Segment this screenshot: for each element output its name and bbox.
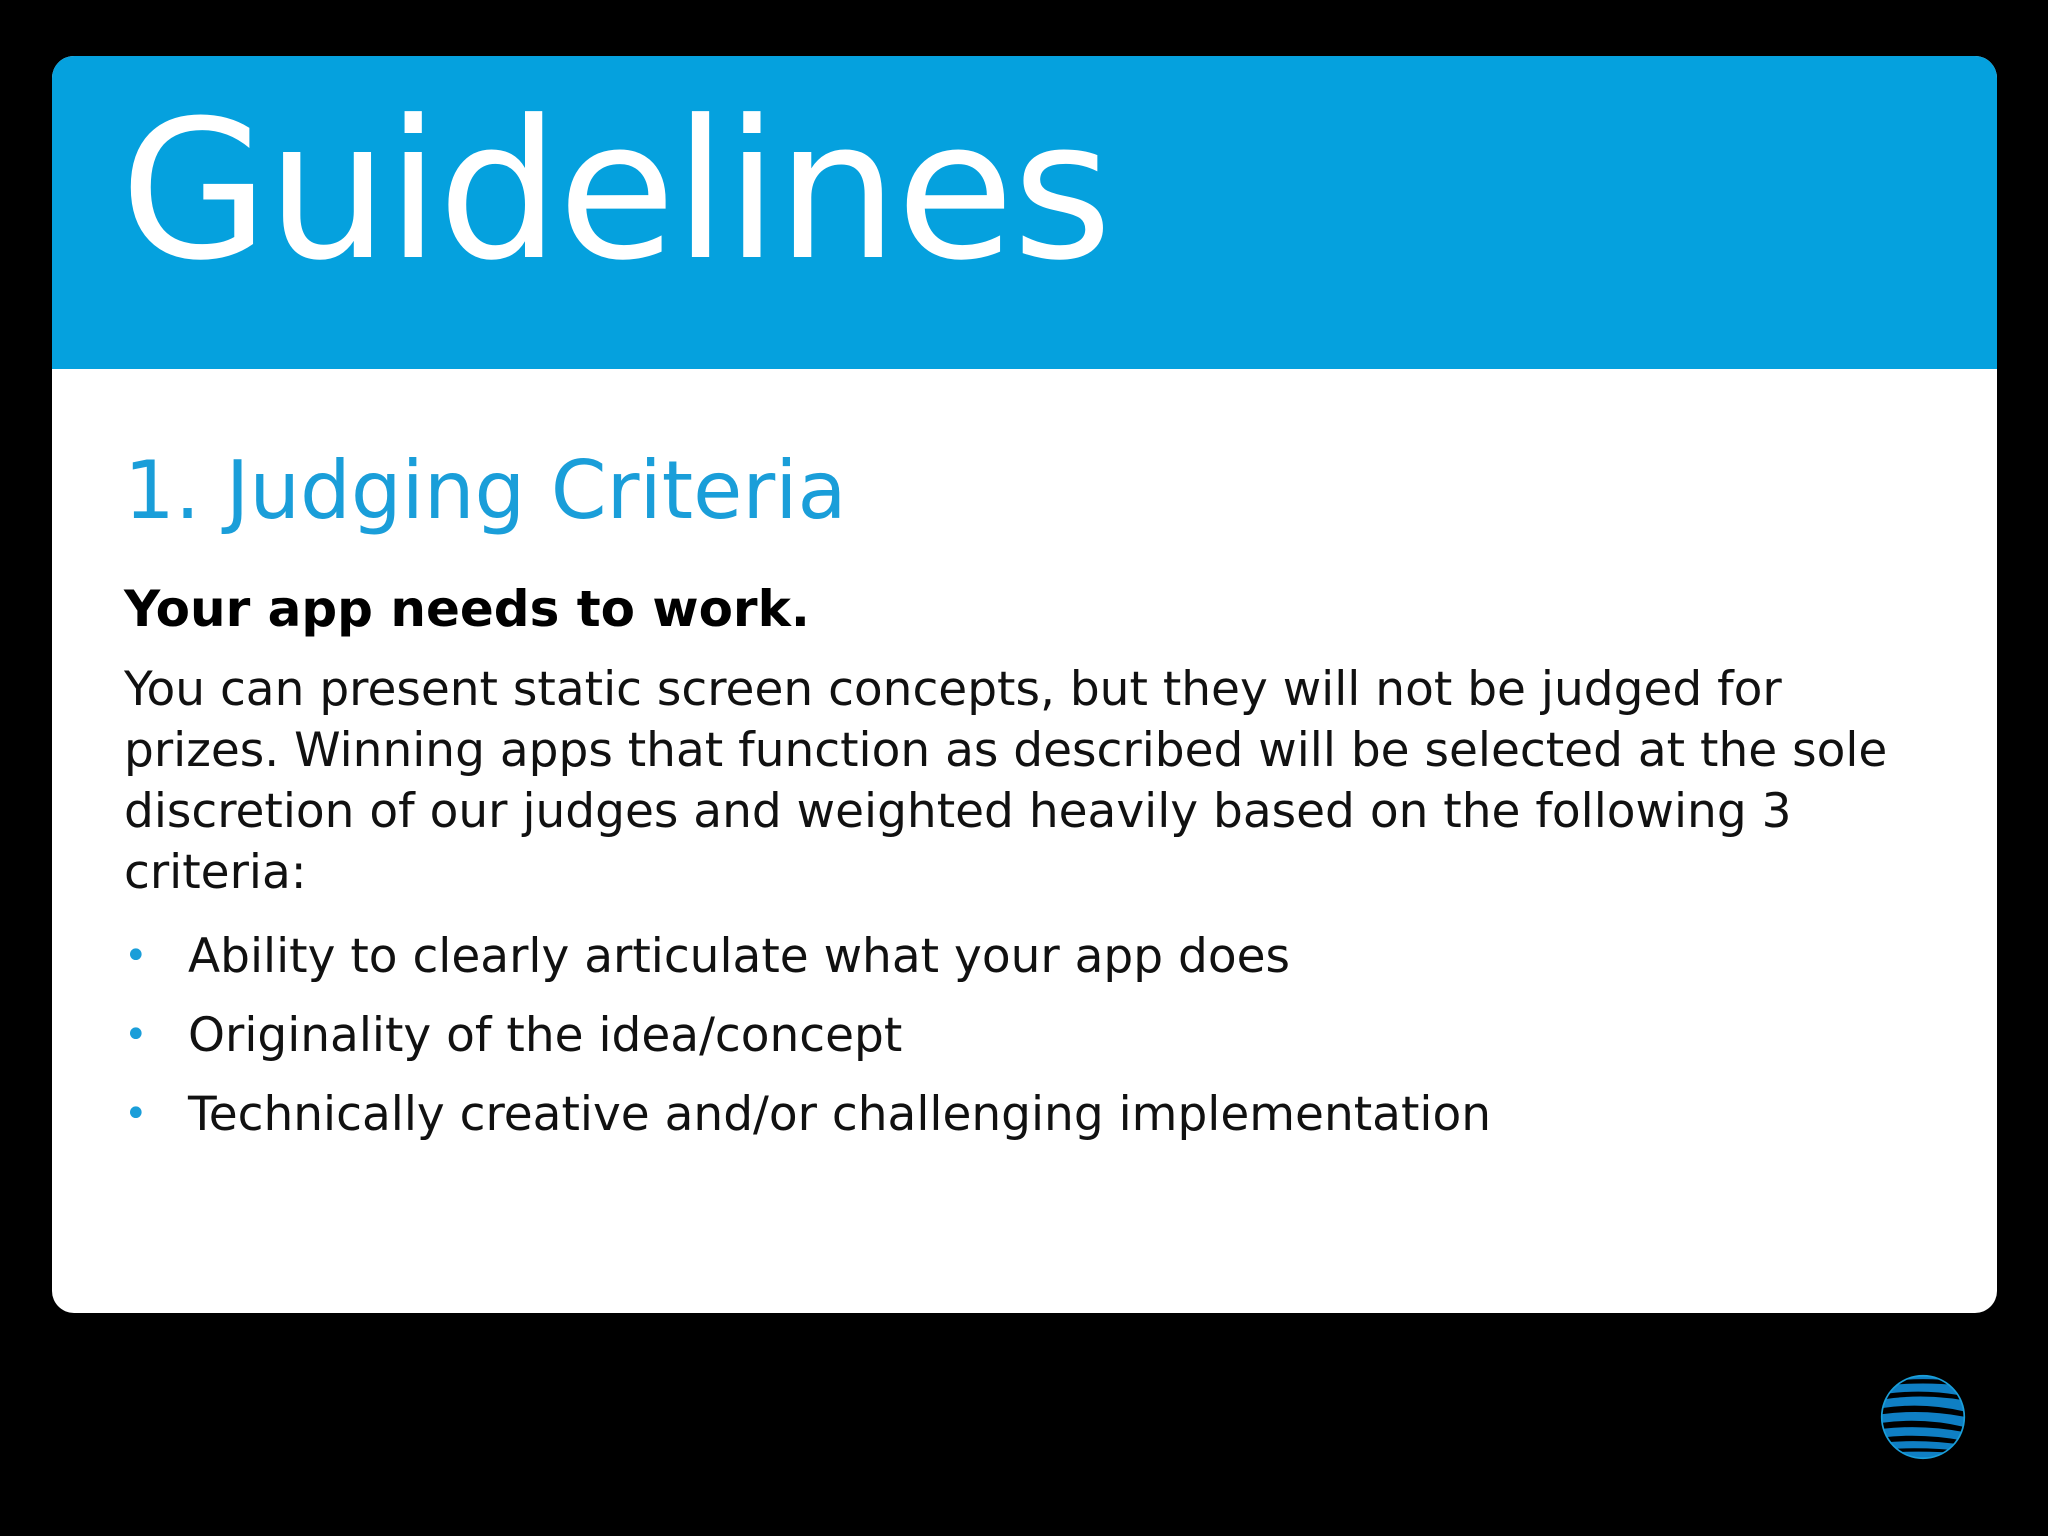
description-paragraph: You can present static screen concepts, but they will not be judged for prizes. Winning apps that function as described will be selected at the sole discretion of our judges and weighted heavily based on the following 3 criteria: (124, 662, 1888, 900)
bullet-icon: • (124, 1012, 148, 1058)
section-heading: 1. Judging Criteria (124, 444, 847, 537)
globe-logo-icon (1880, 1374, 1966, 1460)
criteria-list (124, 917, 1924, 1154)
criteria-item (124, 1075, 1924, 1154)
slide-body (124, 444, 1924, 1154)
slide-title: Guidelines (120, 80, 1111, 303)
bullet-icon: • (124, 933, 148, 979)
criteria-item (124, 917, 1924, 996)
criteria-item (124, 996, 1924, 1075)
criteria-text: Originality of the idea/concept (188, 1008, 903, 1063)
title-bar (52, 56, 1997, 369)
bullet-icon: • (124, 1091, 148, 1137)
sub-heading: Your app needs to work. (124, 580, 810, 638)
criteria-text: Ability to clearly articulate what your app does (188, 929, 1291, 984)
criteria-text: Technically creative and/or challenging implementation (188, 1087, 1492, 1142)
content-card (52, 56, 1997, 1313)
